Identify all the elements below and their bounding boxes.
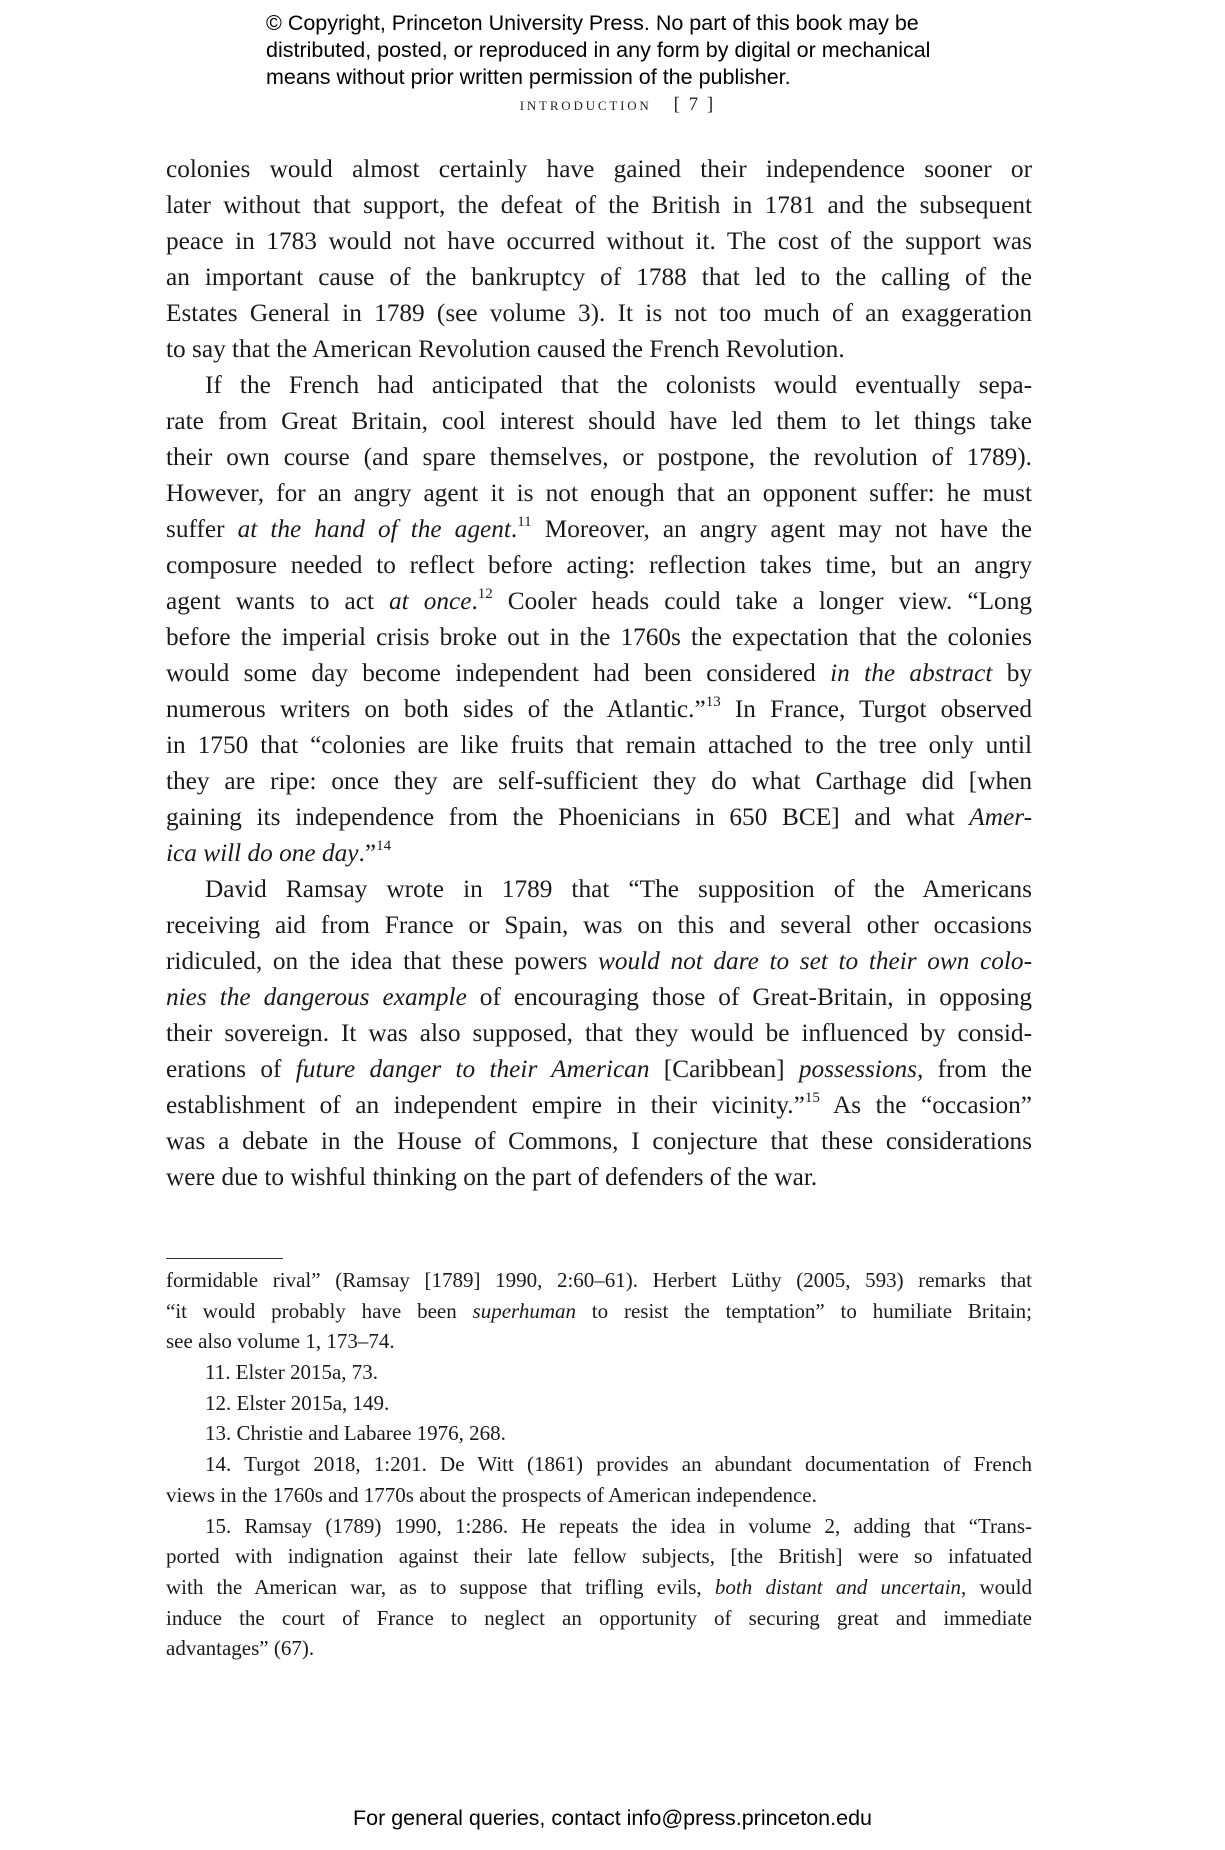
- paragraph: [166, 871, 1032, 1195]
- italic-text: Amer-: [969, 803, 1032, 831]
- text-line: before the imperial crisis broke out in the 1760s the expectation that the colonies: [166, 623, 1032, 651]
- text-line: numerous writers on both sides of the Atlantic.”$^{13}$ In France, Turgot observed: [166, 693, 1032, 723]
- text-line: colonies would almost certainly have gained their independence sooner or: [166, 155, 1032, 183]
- text-line: establishment of an independent empire in their vicinity.”$^{15}$ As the “occasion”: [166, 1089, 1033, 1119]
- footnote-line: advantages” (67).: [166, 1636, 315, 1661]
- paragraph: [166, 151, 1032, 367]
- text-line: Estates General in 1789 (see volume 3). It is not too much of an exaggeration: [166, 299, 1032, 327]
- italic-text: nies the dangerous example: [166, 983, 467, 1011]
- footnote-line: “it would probably have been superhuman to resist the temptation” to humiliate Britain;: [166, 1298, 1032, 1323]
- text-line: in 1750 that “colonies are like fruits that remain attached to the tree only until: [166, 731, 1032, 759]
- text-line: their sovereign. It was also supposed, that they would be influenced by consid-: [166, 1019, 1032, 1047]
- text-line: gaining its independence from the Phoenicians in 650 BCE] and what Amer-: [166, 803, 1032, 831]
- paragraph: [166, 367, 1032, 871]
- text-line: receiving aid from France or Spain, was on this and several other occasions: [166, 911, 1032, 939]
- text-line: ica will do one day.”$^{14}$: [166, 837, 392, 867]
- copyright-line: means without prior written permission of the publisher.: [266, 65, 791, 89]
- text-line: later without that support, the defeat of the British in 1781 and the subsequent: [166, 191, 1032, 219]
- running-head-title: introduction: [519, 94, 652, 115]
- text-line: they are ripe: once they are self-sufficient they do what Carthage did [when: [166, 767, 1032, 795]
- text-line: agent wants to act at once.$^{12}$ Cooler heads could take a longer view. “Long: [166, 585, 1032, 615]
- text-line: If the French had anticipated that the colonists would eventually sepa-: [205, 371, 1032, 399]
- italic-text: would not dare to set to their own colo-: [597, 947, 1033, 975]
- italic-text: future danger to their American: [295, 1055, 650, 1083]
- footnote-line: formidable rival” (Ramsay [1789] 1990, 2:60–61). Herbert Lüthy (2005, 593) remarks that: [166, 1268, 1032, 1292]
- footnote-11: 11. Elster 2015a, 73.: [205, 1360, 379, 1385]
- text-line: suffer at the hand of the agent.$^{11}$ Moreover, an angry agent may not have the: [166, 513, 1032, 543]
- page-number: [ 7 ]: [673, 94, 716, 115]
- copyright-line: distributed, posted, or reproduced in any form by digital or mechanical: [266, 38, 931, 62]
- text-line: was a debate in the House of Commons, I conjecture that these considerations: [166, 1127, 1032, 1155]
- text-line: ridiculed, on the idea that these powers would not dare to set to their own colo-: [166, 947, 1033, 975]
- text-line: their own course (and spare themselves, or postpone, the revolution of 1789).: [166, 443, 1032, 471]
- footnote-continuation: [166, 1265, 1032, 1357]
- contact-text: For general queries, contact info@press.princeton.edu: [352, 1806, 872, 1830]
- italic-text: at once: [389, 587, 472, 615]
- italic-text: ica will do one day: [166, 839, 359, 867]
- footnote-line: with the American war, as to suppose that trifling evils, both distant and uncertain, would: [166, 1574, 1032, 1599]
- text-line: rate from Great Britain, cool interest should have led them to let things take: [166, 407, 1032, 435]
- footnote-13: 13. Christie and Labaree 1976, 268.: [205, 1421, 506, 1446]
- footnote-line: see also volume 1, 173–74.: [166, 1329, 395, 1354]
- text-line: However, for an angry agent it is not enough that an opponent suffer: he must: [166, 479, 1032, 507]
- footnotes: [166, 1265, 1032, 1664]
- text-line: to say that the American Revolution caused the French Revolution.: [166, 335, 845, 363]
- footnote-line: 14. Turgot 2018, 1:201. De Witt (1861) provides an abundant documentation of French: [205, 1452, 1032, 1477]
- copyright-line: © Copyright, Princeton University Press. No part of this book may be: [266, 11, 919, 35]
- copyright-notice: [266, 10, 986, 91]
- italic-text: superhuman: [472, 1298, 576, 1323]
- italic-text: possessions: [798, 1055, 917, 1083]
- footnote-ref-12[interactable]: 12: [477, 585, 493, 602]
- text-line: David Ramsay wrote in 1789 that “The supposition of the Americans: [205, 875, 1032, 903]
- footnote-12: 12. Elster 2015a, 149.: [205, 1390, 390, 1415]
- footnote-ref-15[interactable]: 15: [804, 1089, 820, 1106]
- contact-footer: [0, 1806, 1225, 1831]
- footnote-line: views in the 1760s and 1770s about the prospects of American independence.: [166, 1482, 817, 1507]
- text-line: nies the dangerous example of encouraging those of Great-Britain, in opposing: [166, 983, 1033, 1011]
- text-line: erations of future danger to their American [Caribbean] possessions, from the: [166, 1055, 1032, 1083]
- footnote-ref-11[interactable]: 11: [517, 513, 532, 530]
- footnote-line: 15. Ramsay (1789) 1990, 1:286. He repeats the idea in volume 2, adding that “Trans-: [205, 1513, 1032, 1538]
- footnote-line: ported with indignation against their late fellow subjects, [the British] were so infatuated: [166, 1544, 1032, 1569]
- footnote-ref-14[interactable]: 14: [376, 837, 392, 854]
- main-text: [166, 151, 1032, 1195]
- text-line: would some day become independent had been considered in the abstract by: [166, 659, 1033, 687]
- footnote-ref-13[interactable]: 13: [705, 693, 721, 710]
- italic-text: both distant and uncertain: [714, 1574, 962, 1599]
- text-line: an important cause of the bankruptcy of 1788 that led to the calling of the: [166, 263, 1032, 291]
- text-line: composure needed to reflect before acting: reflection takes time, but an angry: [166, 551, 1032, 579]
- footnote-rule: [166, 1258, 283, 1259]
- footnote-line: induce the court of France to neglect an opportunity of securing great and immediate: [166, 1605, 1032, 1630]
- italic-text: at the hand of the agent: [237, 515, 511, 543]
- text-line: peace in 1783 would not have occurred without it. The cost of the support was: [166, 227, 1032, 255]
- italic-text: in the abstract: [830, 659, 993, 687]
- footnote-14: [166, 1449, 1032, 1510]
- text-line: were due to wishful thinking on the part of defenders of the war.: [166, 1163, 818, 1191]
- footnote-15: [166, 1511, 1032, 1664]
- running-head: [0, 94, 1225, 116]
